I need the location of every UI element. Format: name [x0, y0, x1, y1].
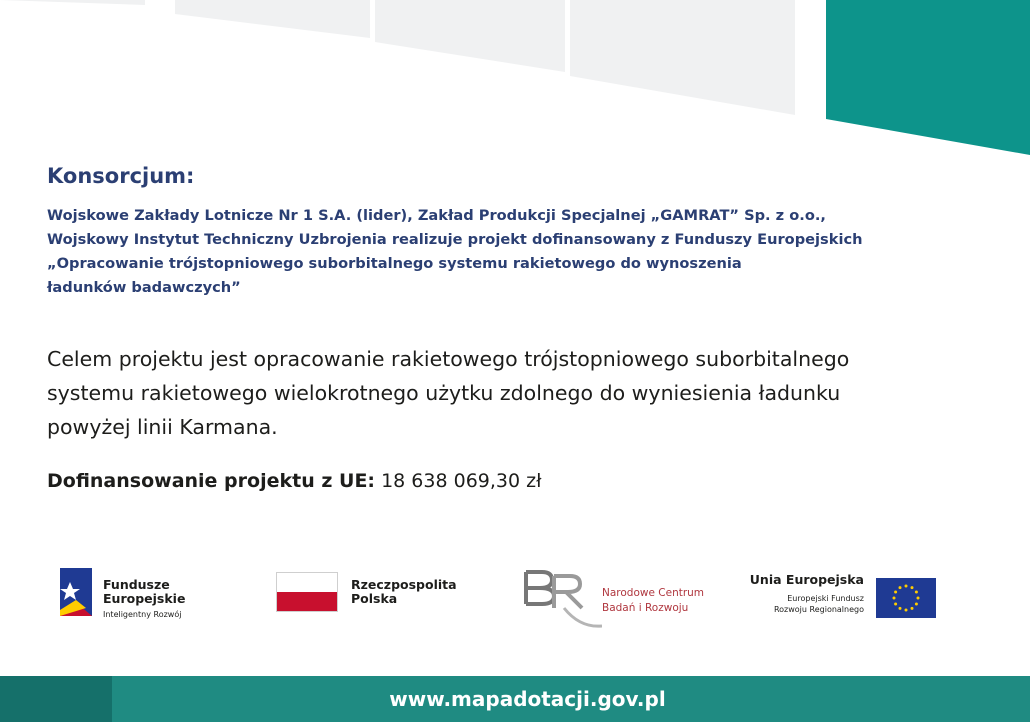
decor-stripe-2	[175, 0, 370, 38]
ue-line: Rozwoju Regionalnego	[773, 605, 864, 614]
header-decoration	[0, 0, 1030, 160]
project-description	[47, 342, 1007, 444]
ncbr-symbol-icon	[520, 564, 602, 630]
consortium-line: ładunków badawczych”	[47, 279, 241, 296]
eu-flag-icon	[876, 578, 936, 618]
polish-flag-icon	[276, 572, 338, 612]
funding-info	[47, 470, 542, 492]
decor-teal-block	[826, 0, 1030, 155]
rp-line: Polska	[351, 591, 398, 606]
decor-stripe-4	[570, 0, 795, 115]
footer-url[interactable]: www.mapadotacji.gov.pl	[389, 687, 666, 711]
fundusze-europejskie-logo	[50, 556, 195, 631]
rzeczpospolita-polska-logo	[276, 572, 466, 622]
ue-line: Europejski Fundusz	[787, 594, 864, 603]
fundusze-line: Europejskie	[103, 591, 186, 606]
consortium-text	[47, 204, 1007, 300]
logos-row	[0, 552, 1030, 642]
ue-name: Unia Europejska	[749, 572, 864, 587]
decor-stripe-1	[0, 0, 145, 5]
ncbr-name	[602, 586, 704, 616]
rp-line: Rzeczpospolita	[351, 577, 457, 592]
ue-fund	[774, 593, 864, 615]
decor-stripe-3	[375, 0, 565, 72]
unia-europejska-logo	[749, 572, 942, 622]
ncbr-line: Badań i Rozwoju	[602, 602, 689, 614]
rzeczpospolita-name	[351, 578, 457, 606]
description-line: powyżej linii Karmana.	[47, 415, 278, 439]
funding-label: Dofinansowanie projektu z UE:	[47, 470, 376, 492]
consortium-heading: Konsorcjum:	[47, 164, 195, 188]
fundusze-name	[103, 578, 185, 606]
fundusze-program: Inteligentny Rozwój	[103, 610, 182, 619]
ncbr-logo	[520, 564, 705, 634]
consortium-line: Wojskowy Instytut Techniczny Uzbrojenia realizuje projekt dofinansowany z Funduszy Europejskich	[47, 231, 863, 248]
fundusze-line: Fundusze	[103, 577, 170, 592]
consortium-line: „Opracowanie trójstopniowego suborbitalnego systemu rakietowego do wynoszenia	[47, 255, 742, 272]
consortium-line: Wojskowe Zakłady Lotnicze Nr 1 S.A. (lider), Zakład Produkcji Specjalnej „GAMRAT” Sp. z o.o.,	[47, 207, 826, 224]
ncbr-line: Narodowe Centrum	[602, 587, 705, 599]
description-line: systemu rakietowego wielokrotnego użytku zdolnego do wyniesienia ładunku	[47, 381, 841, 405]
footer-bar	[0, 676, 1030, 722]
description-line: Celem projektu jest opracowanie rakietowego trójstopniowego suborbitalnego	[47, 347, 850, 371]
funding-value: 18 638 069,30 zł	[381, 470, 542, 492]
fundusze-flag-icon	[58, 566, 98, 622]
